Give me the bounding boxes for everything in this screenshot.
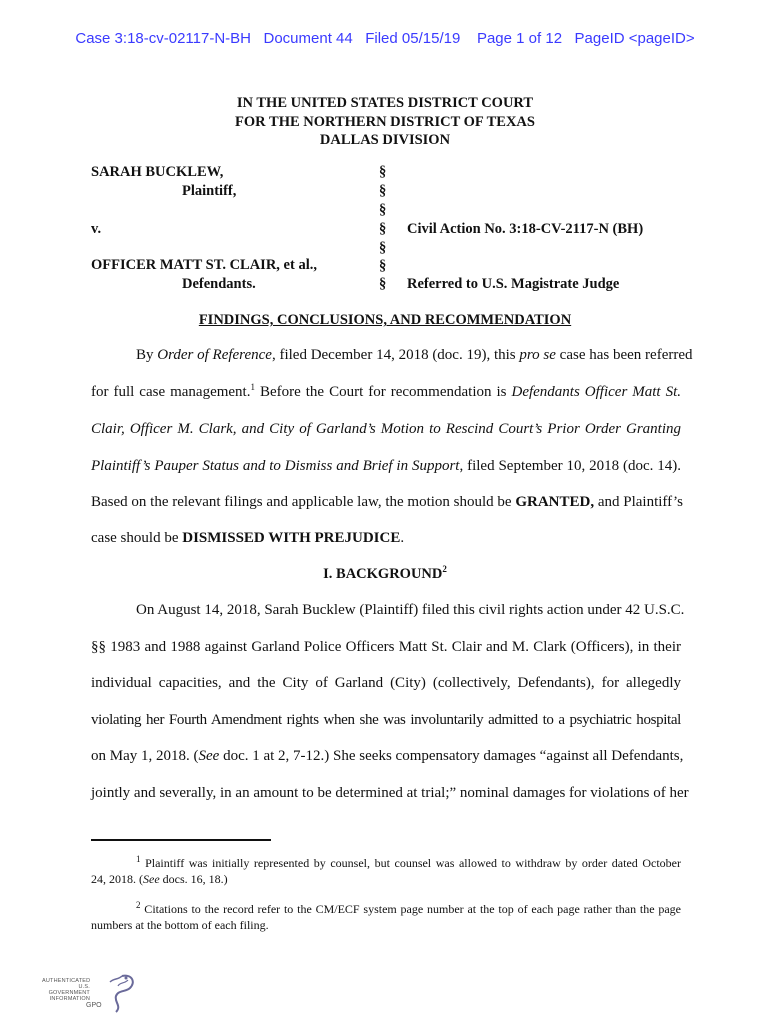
court-line-1: IN THE UNITED STATES DISTRICT COURT (236, 95, 534, 111)
gpo-logo-text (42, 978, 90, 1002)
text-run: on May 1, 2018. ( (91, 748, 199, 764)
body-line (91, 530, 681, 547)
body-line (91, 384, 681, 401)
body-line (91, 494, 681, 511)
text-run: , filed December 14, 2018 (doc. 19), this (271, 347, 520, 363)
body-line (91, 785, 689, 802)
text-run: violating her Fourth Amendment rights when she was involuntarily admitted to a psychiatric hospital (91, 712, 681, 728)
text-run: Before the Court for recommendation is (254, 384, 512, 400)
footnote-1-line-1 (136, 856, 681, 871)
order-of-reference-italic: Order of Reference (157, 347, 272, 363)
court-heading (0, 94, 770, 150)
text-run: and Plaintiff’s (594, 494, 683, 510)
section-symbol: § (379, 276, 387, 292)
body-line (91, 712, 681, 729)
text-run: §§ 1983 and 1988 against Garland Police Officers Matt St. Clair and M. Clark (Officers), in their (91, 639, 681, 655)
text-run: docs. 16, 18.) (159, 872, 228, 886)
court-line-3: DALLAS DIVISION (319, 132, 451, 148)
footnote-ref-2[interactable]: 2 (442, 564, 447, 575)
defendant-name: OFFICER MATT ST. CLAIR, et al., (91, 257, 317, 273)
gpo-logo-line: AUTHENTICATED (42, 978, 91, 984)
see-italic: See (198, 748, 220, 764)
body-line (136, 602, 685, 619)
granted-bold: GRANTED, (515, 494, 595, 510)
plaintiff-name: SARAH BUCKLEW, (91, 164, 224, 180)
plaintiff-role: Plaintiff, (182, 183, 237, 199)
gpo-mark-text: GPO (86, 1002, 102, 1009)
text-run: doc. 1 at 2, 7-12.) She seeks compensatory damages “against all Defendants, (219, 748, 684, 764)
court-line-2: FOR THE NORTHERN DISTRICT OF TEXAS (235, 113, 535, 130)
body-line (91, 421, 681, 438)
text-run: numbers at the bottom of each filing. (91, 918, 269, 932)
section-heading-text: I. BACKGROUND (323, 566, 443, 582)
text-run: . (400, 530, 405, 546)
body-line (91, 675, 681, 692)
civil-action-number: Civil Action No. 3:18-CV-2117-N (BH) (407, 221, 644, 237)
text-run: case should be (91, 530, 183, 546)
footnote-1-line-2 (91, 872, 681, 887)
motion-title-italic: Plaintiff’s Pauper Status and to Dismiss and Brief in Support (91, 458, 460, 474)
text-run: individual capacities, and the City of Garland (City) (collectively, Defendants), for allegedly (91, 675, 681, 691)
section-symbol: § (379, 221, 387, 237)
text-run: Plaintiff was initially represented by counsel, but counsel was allowed to withdraw by order dated October (140, 856, 681, 870)
pro-se-italic: pro se (519, 347, 556, 363)
body-line (91, 748, 684, 765)
footnote-2-line-1 (136, 902, 681, 917)
section-symbol: § (379, 164, 387, 180)
versus-label: v. (91, 221, 102, 237)
section-symbol: § (379, 202, 387, 218)
motion-title-italic: Defendants Officer Matt St. (511, 384, 681, 400)
dismissed-bold: DISMISSED WITH PREJUDICE (182, 530, 401, 546)
footnote-2-line-2 (91, 918, 681, 933)
text-run: for full case management. (91, 384, 251, 400)
section-symbol: § (379, 240, 387, 256)
case-header-stamp: Case 3:18-cv-02117-N-BH Document 44 Filed 05/15/19 Page 1 of 12 PageID <pageID> (75, 30, 695, 47)
see-italic: See (143, 872, 160, 886)
gpo-logo-line: U.S. GOVERNMENT (48, 984, 90, 996)
section-heading-background (0, 566, 770, 583)
text-run: case has been referred (555, 347, 693, 363)
text-run: By (136, 347, 158, 363)
footnote-ref-1[interactable]: 1 (250, 382, 255, 392)
text-run: 24, 2018. ( (91, 872, 143, 886)
gpo-logo-line: INFORMATION (49, 996, 90, 1002)
text-run: On August 14, 2018, Sarah Bucklew (Plaintiff) filed this civil rights action under 42 U.S.C. (136, 602, 685, 618)
text-run: jointly and severally, in an amount to be determined at trial;” nominal damages for violations of her (91, 785, 689, 801)
gpo-authentication-logo (42, 972, 138, 1016)
text-run: , filed September 10, 2018 (doc. 14). (459, 458, 682, 474)
document-title: FINDINGS, CONCLUSIONS, AND RECOMMENDATION (198, 312, 572, 328)
eagle-emblem-icon (92, 972, 138, 1016)
body-line (91, 639, 681, 656)
text-run: Based on the relevant filings and applicable law, the motion should be (91, 494, 516, 510)
footnote-divider (91, 839, 271, 841)
referral-note: Referred to U.S. Magistrate Judge (407, 276, 620, 292)
section-symbol: § (379, 258, 387, 274)
body-line (91, 458, 681, 475)
defendant-role: Defendants. (182, 276, 256, 292)
footnote-number-2: 2 (136, 900, 141, 910)
text-run: Citations to the record refer to the CM/ECF system page number at the top of each page rather than the page (140, 902, 681, 916)
section-symbol: § (379, 183, 387, 199)
body-line (136, 347, 693, 364)
footnote-number-1: 1 (136, 854, 141, 864)
motion-title-italic: Clair, Officer M. Clark, and City of Garland’s Motion to Rescind Court’s Prior Order Granting (91, 421, 681, 437)
